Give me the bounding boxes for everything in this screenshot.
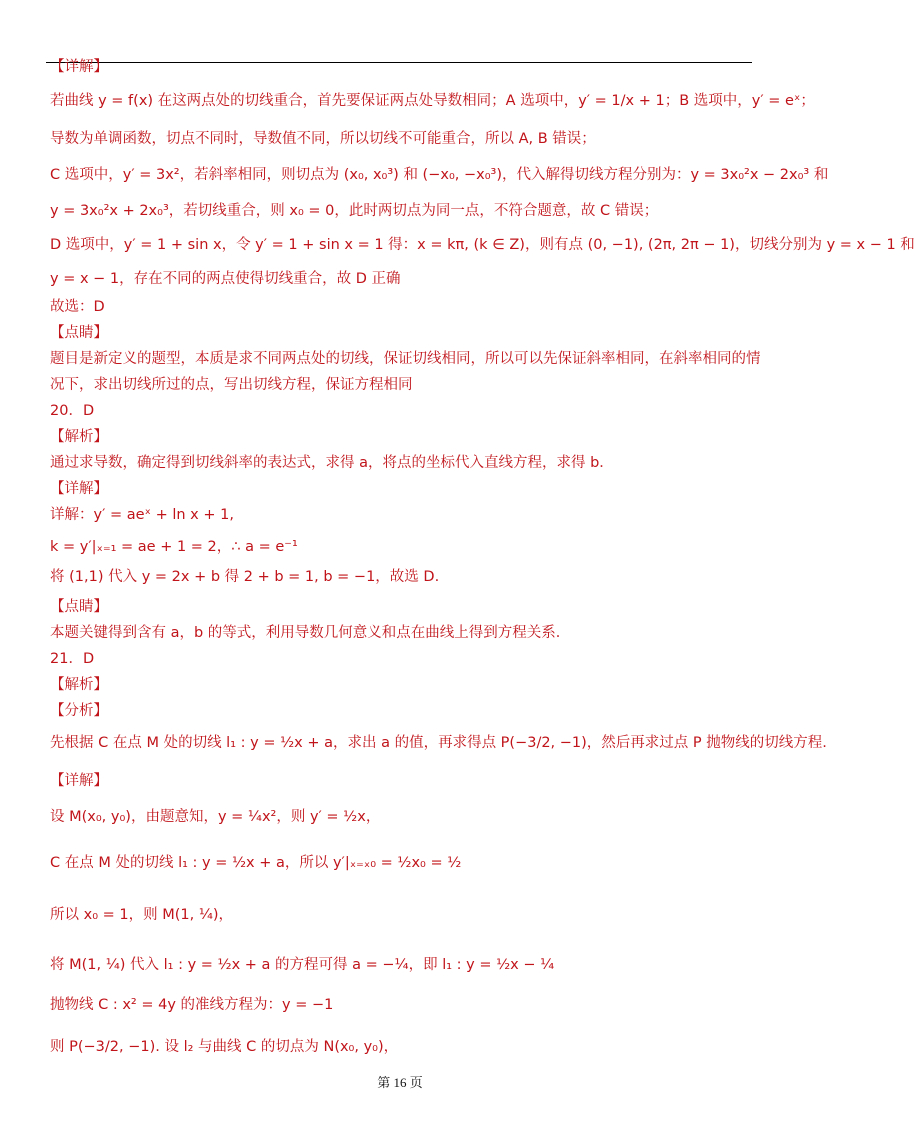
text-line: 将 (1,1) 代入 y = 2x + b 得 2 + b = 1, b = −1，故选 D. xyxy=(50,569,440,585)
text-line: 【解析】 xyxy=(50,677,108,693)
text-line: 【解析】 xyxy=(50,429,108,445)
text-line: 通过求导数，确定得到切线斜率的表达式，求得 a，将点的坐标代入直线方程，求得 b． xyxy=(50,455,614,471)
text-line: 【分析】 xyxy=(50,703,108,719)
text-line: C 选项中，y′ = 3x²，若斜率相同，则切点为 (x₀, x₀³) 和 (−x₀, −x₀³)，代入解得切线方程分别为：y = 3x₀²x − 2x₀³ 和 xyxy=(50,167,829,183)
text-line: 详解：y′ = aeˣ + ln x + 1, xyxy=(50,507,234,523)
text-line: 21．D xyxy=(50,651,95,667)
text-line: 则 P(−3/2, −1). 设 l₂ 与曲线 C 的切点为 N(x₀, y₀)， xyxy=(50,1039,399,1055)
text-line: 本题关键得到含有 a，b 的等式，利用导数几何意义和点在曲线上得到方程关系． xyxy=(50,625,571,641)
text-line: y = 3x₀²x + 2x₀³，若切线重合，则 x₀ = 0，此时两切点为同一点，不符合题意，故 C 错误； xyxy=(50,203,659,219)
text-line: 【详解】 xyxy=(50,481,108,497)
text-line: 将 M(1, ¼) 代入 l₁ : y = ½x + a 的方程可得 a = −¼，即 l₁ : y = ½x − ¼ xyxy=(50,957,555,973)
text-line: 设 M(x₀, y₀)，由题意知，y = ¼x²，则 y′ = ½x， xyxy=(50,809,381,825)
text-line: 【点睛】 xyxy=(50,325,108,341)
text-line: 所以 x₀ = 1，则 M(1, ¼)， xyxy=(50,907,234,923)
text-line: 20．D xyxy=(50,403,95,419)
text-line: 若曲线 y = f(x) 在这两点处的切线重合，首先要保证两点处导数相同；A 选项中，y′ = 1/x + 1；B 选项中，y′ = eˣ； xyxy=(50,93,815,109)
page-footer: 第 16 页 xyxy=(377,1075,423,1090)
text-line: 【点睛】 xyxy=(50,599,108,615)
text-line: 【详解】 xyxy=(50,59,108,75)
text-line: y = x − 1，存在不同的两点使得切线重合，故 D 正确 xyxy=(50,271,401,287)
text-line: k = y′|ₓ₌₁ = ae + 1 = 2，∴ a = e⁻¹ xyxy=(50,539,298,555)
text-line: 导数为单调函数，切点不同时，导数值不同，所以切线不可能重合，所以 A, B 错误； xyxy=(50,131,596,147)
text-line: 抛物线 C : x² = 4y 的准线方程为：y = −1 xyxy=(50,997,334,1013)
text-line: 【详解】 xyxy=(50,773,108,789)
text-line: 题目是新定义的题型，本质是求不同两点处的切线，保证切线相同，所以可以先保证斜率相同，在斜率相同的情 xyxy=(50,351,761,367)
text-line: C 在点 M 处的切线 l₁ : y = ½x + a，所以 y′|ₓ₌ₓ₀ = ½x₀ = ½ xyxy=(50,855,462,871)
text-line: 故选：D xyxy=(50,299,105,315)
text-line: D 选项中，y′ = 1 + sin x，令 y′ = 1 + sin x = 1 得：x = kπ, (k ∈ Z)，则有点 (0, −1), (2π, 2π − 1)，切线分别为 y = x − 1 和 xyxy=(50,237,915,253)
text-line: 况下，求出切线所过的点，写出切线方程，保证方程相同 xyxy=(50,377,413,393)
text-line: 先根据 C 在点 M 处的切线 l₁ : y = ½x + a，求出 a 的值，再求得点 P(−3/2, −1)，然后再求过点 P 抛物线的切线方程. xyxy=(50,735,827,751)
